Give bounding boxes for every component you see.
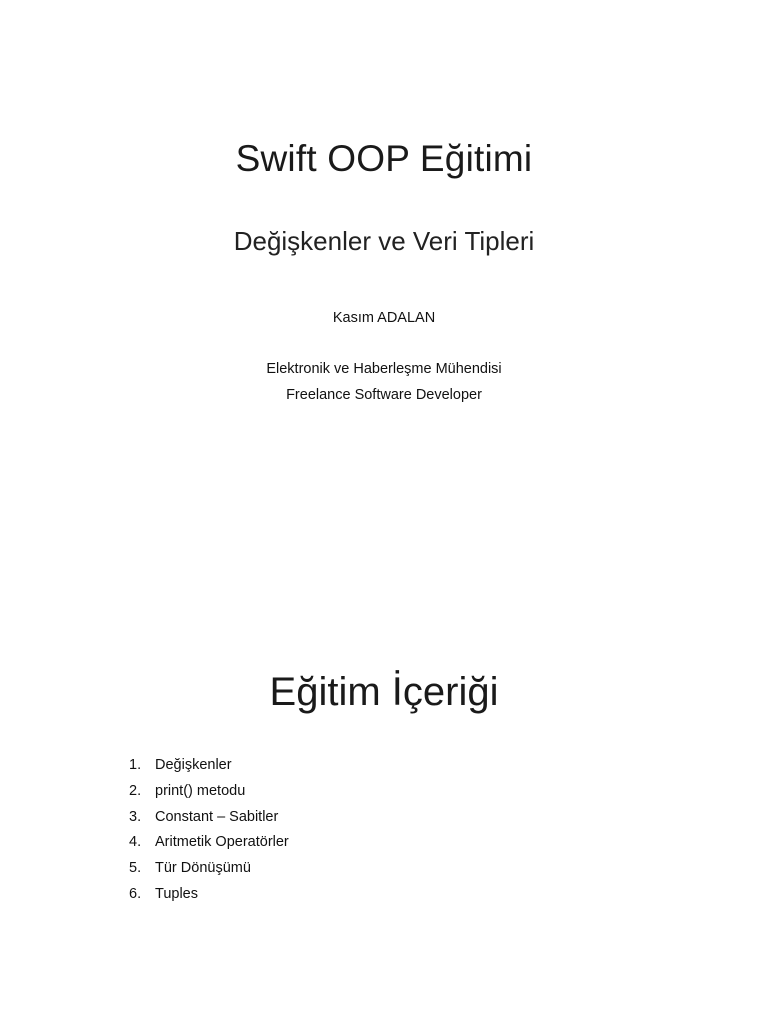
list-item-label: Tür Dönüşümü bbox=[155, 860, 251, 877]
list-item bbox=[129, 858, 289, 884]
list-item-label: Constant – Sabitler bbox=[155, 808, 279, 825]
list-item-label: Tuples bbox=[155, 885, 198, 902]
list-item-label: print() metodu bbox=[155, 782, 246, 799]
list-item bbox=[129, 832, 289, 858]
author-title: Elektronik ve Haberleşme Mühendisi bbox=[266, 361, 502, 377]
list-item-number: 1. bbox=[129, 757, 142, 773]
list-item bbox=[129, 884, 289, 910]
list-item-number: 2. bbox=[129, 782, 142, 799]
list-item-number: 4. bbox=[129, 834, 142, 851]
list-item-number: 5. bbox=[129, 860, 142, 877]
list-item bbox=[129, 807, 289, 833]
list-item-number: 3. bbox=[129, 808, 142, 825]
list-item bbox=[129, 781, 289, 807]
contents-slide bbox=[0, 512, 768, 1024]
author-role: Freelance Software Developer bbox=[286, 387, 482, 403]
page-subtitle: Değişkenler ve Veri Tipleri bbox=[233, 226, 535, 256]
list-item bbox=[129, 755, 289, 781]
list-item-label: Aritmetik Operatörler bbox=[155, 834, 289, 851]
contents-list bbox=[129, 755, 289, 910]
list-item-number: 6. bbox=[129, 885, 142, 902]
contents-title: Eğitim İçeriği bbox=[269, 670, 499, 714]
page-title: Swift OOP Eğitimi bbox=[235, 138, 533, 179]
author-name: Kasım ADALAN bbox=[332, 310, 436, 326]
list-item-label: Değişkenler bbox=[155, 757, 232, 773]
